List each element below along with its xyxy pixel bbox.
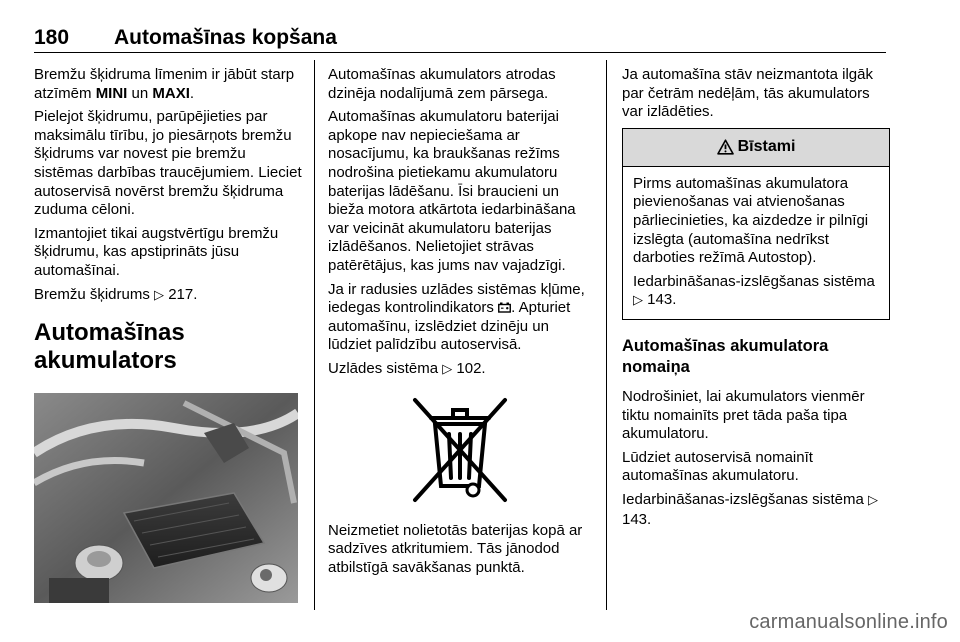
warning-header — [623, 129, 889, 167]
watermark: carmanualsonline.info — [749, 611, 948, 633]
battery-location-paragraph: Automašīnas akumulators atrodas dzinēja nodalījumā zem pārsega. — [328, 66, 556, 102]
page-title: Automašīnas kopšana — [114, 26, 337, 49]
page-link-102[interactable]: 102. — [456, 359, 486, 377]
brake-fluid-cleanliness-paragraph: Pielejot šķidrumu, parūpējieties par maksimālu tīrību, jo piesārņots bremžu šķidrums var novest pie bremžu sistēmas darbības traucējumiem. Lieciet autoservisā novērst bremžu šķidruma zuduma cēloni. — [34, 108, 302, 219]
page-reference-arrow-icon: ▷ — [633, 293, 643, 309]
page-link-143-b[interactable]: 143. — [622, 510, 652, 528]
warning-triangle-icon — [717, 139, 734, 155]
page-number: 180 — [34, 26, 70, 49]
page-link-143[interactable]: 143. — [647, 291, 677, 309]
page-link-217[interactable]: 217. — [168, 285, 198, 303]
battery-discharge-paragraph: Ja automašīna stāv neizmantota ilgāk par četrām nedēļām, tās akumulators var izlādēties. — [622, 66, 873, 121]
charging-system-reference: Uzlādes sistēma ▷ 102. — [328, 359, 486, 377]
charging-system-warning-icon — [498, 302, 511, 313]
column-1 — [34, 66, 302, 603]
warning-reference: Iedarbināšanas-izslēgšanas sistēma ▷ 143. — [633, 272, 875, 309]
brake-fluid-quality-paragraph: Izmantojiet tikai augstvērtīgu bremžu šķidrumu, kas apstiprināts jūsu automašīnai. — [34, 224, 279, 279]
column-divider-1 — [314, 60, 315, 610]
brake-fluid-level-paragraph: Bremžu šķidruma līmenim ir jābūt starp atzīmēm MINI un MAXI. — [34, 66, 295, 102]
min-mark: MINI — [95, 84, 128, 102]
start-stop-reference: Iedarbināšanas-izslēgšanas sistēma ▷ 143. — [622, 490, 878, 528]
charging-fault-paragraph: Ja ir radusies uzlādes sistēmas kļūme, iedegas kontrolindikators . Apturiet automašīnu, izslēdziet dzinēju un lūdziet palīdzību autoservisā. — [328, 280, 585, 354]
subsection-title-battery-replacement: Automašīnas akumulatora nomaiņa — [622, 336, 829, 376]
warning-body — [623, 167, 889, 319]
max-mark: MAXI — [152, 84, 190, 102]
page-reference-arrow-icon: ▷ — [154, 287, 165, 303]
page-reference-arrow-icon: ▷ — [867, 492, 878, 508]
page-header — [34, 26, 886, 52]
brake-fluid-reference: Bremžu šķidrums ▷ 217. — [34, 285, 198, 303]
battery-replacement-paragraph: Nodrošiniet, lai akumulators vienmēr tiktu nomainīts pret tāda paša tipa akumulatoru. — [622, 387, 865, 443]
workshop-replacement-paragraph: Lūdziet autoservisā nomainīt automašīnas akumulatoru. — [622, 448, 813, 485]
danger-warning-box — [622, 128, 890, 320]
warning-text: Pirms automašīnas akumulatora pievienošanas vai atvienošanas pārliecinieties, ka aizdedze ir pilnīgi izslēgta (automašīna nedrīkst darboties režīmā Autostop). — [633, 174, 869, 267]
column-3 — [622, 66, 890, 534]
section-title-battery: Automašīnas akumulators — [34, 319, 185, 375]
column-divider-2 — [606, 60, 607, 610]
page-reference-arrow-icon: ▷ — [442, 361, 453, 377]
crossed-out-wheelie-bin-icon — [401, 394, 519, 506]
header-divider — [34, 52, 886, 53]
engine-compartment-photo — [34, 393, 298, 603]
column-2 — [328, 66, 592, 582]
battery-disposal-paragraph: Neizmetiet nolietotās baterijas kopā ar sadzīves atkritumiem. Tās jānodod atbilstīgā savākšanas punktā. — [328, 521, 583, 576]
battery-maintenance-paragraph: Automašīnas akumulatoru baterijai apkope nav nepieciešama ar nosacījumu, ka braukšanas režīms nodrošina pietiekamu akumulatoru baterijas lādēšanu. Īsi braucieni un bieža motora atkārtota iedarbināšana var veicināt akumulatoru baterijas izlādēšanos. Nelietojiet strāvas patērētājus, kas jums nav vajadzīgi. — [328, 108, 576, 274]
warning-title: Bīstami — [737, 137, 796, 155]
